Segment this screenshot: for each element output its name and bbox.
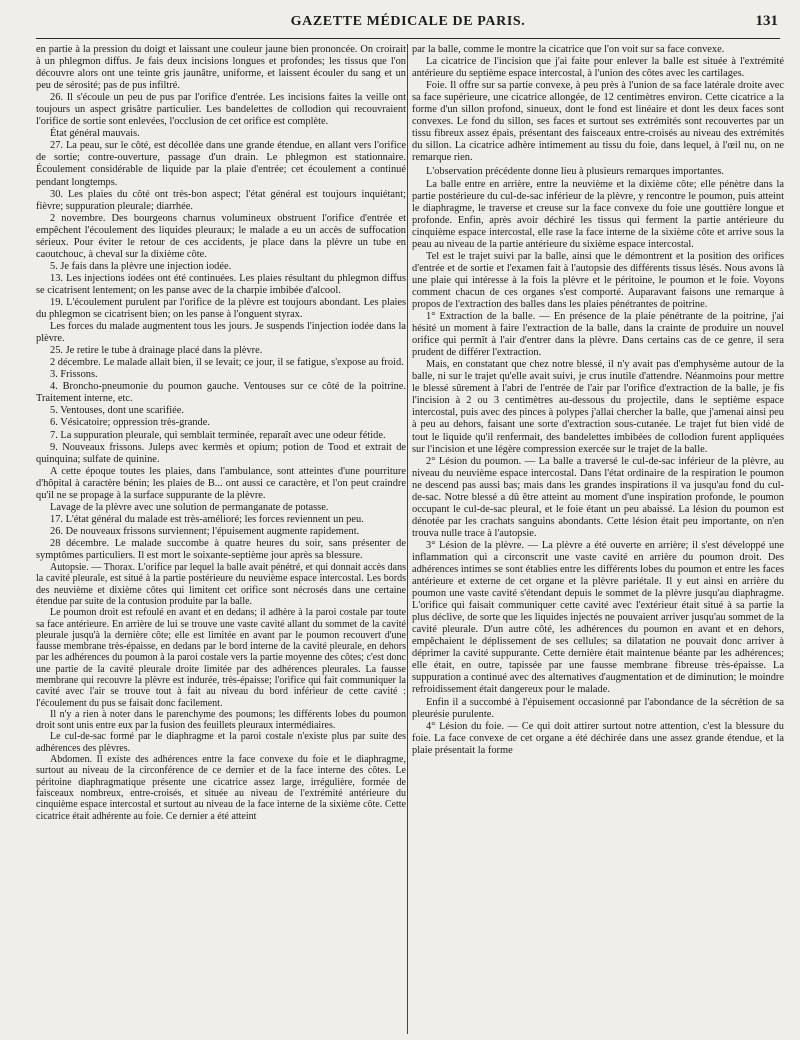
paragraph: État général mauvais.: [50, 128, 140, 140]
paragraph: Foie. Il offre sur sa partie convexe, à peu près à l'union de sa face latérale droite avec sa face supérieure, une cicatrice allongée, de 12 centimètres environ. Cette cicatrice a la forme d'un sillon profond, sinueux, dont le fond est linéaire et dont les deux faces sont convexes. Le fond du sillon, ses faces et surtout ses extrémités sont recouvertes par un tissu fibreux assez épais, présentant des faisceaux entre-croisés au niveau des extrémités du sillon. La cicatrice adhère intimement au tissu du foie, dans lequel, à l'œil nu, on ne remarque rien.: [412, 80, 784, 164]
page-header: [36, 8, 780, 39]
paragraph: 25. Je retire le tube à drainage placé dans la plèvre.: [50, 345, 263, 357]
paragraph: La balle entre en arrière, entre la neuvième et la dixième côte; elle pénètre dans la partie postérieure du cul-de-sac inférieur de la plèvre, y rencontre le poumon, puis atteint le diaphragme, le traverse et creuse sur la face convexe du foie une gouttière longue et profonde. Enfin, après avoir déchiré les tissus qui ferment la partie antérieure du cinquième espace intercostal, elle rase la face interne de la sixième côte et arrive sous la peau au niveau de la partie antérieure du sixième espace intercostal.: [412, 178, 784, 250]
paragraph: 26. De nouveaux frissons surviennent; l'épuisement augmente rapidement.: [50, 525, 360, 537]
paragraph: 19. L'écoulement purulent par l'orifice de la plèvre est toujours abondant. Les plaies du phlegmon se cicatrisent bien; on les panse à l'onguent styrax.: [36, 296, 406, 321]
paragraph: 4° Lésion du foie. — Ce qui doit attirer surtout notre attention, c'est la blessure du foie. La face convexe de cet organe a été déchirée dans une assez grande étendue, et la plaie présentait la forme: [412, 720, 784, 756]
running-title: GAZETTE MÉDICALE DE PARIS.: [290, 14, 526, 29]
paragraph: Le cul-de-sac formé par le diaphragme et la paroi costale n'existe plus par suite des adhérences des plèvres.: [36, 731, 406, 754]
paragraph: 3° Lésion de la plèvre. — La plèvre a été ouverte en arrière; il s'est développé une inflammation qui a circonscrit une vaste cavité en arrière du poumon droit. Des adhérences intimes se sont établies entre les différents lobes du poumon et entre les faces antérieure et externe de cet organe et la plèvre pariétale. Il y eut ainsi en arrière du poumon une vaste cavité s'étendant depuis le sommet de la plèvre jusqu'au diaphragme. L'orifice qui faisait communiquer cette cavité avec l'extérieur était situé à sa partie la plus déclive, de sorte que les liquides injectés ne pouvaient arriver jusqu'au sommet de la cavité pleurale. D'un autre côté, les adhérences du poumon en avant et en dehors, empêchaient le déplissement de ses cellules; sa dilatation ne pouvait donc arriver à déprimer la cavité suppurante. Cette dernière était maintenue béante par les adhérences; elle était, en outre, tapissée par une fausse membrane fibreuse très-épaisse. La suppuration a continué avec des alternatives d'augmentation et de diminution; le moindre refroidissement était dangereux pour le malade.: [412, 539, 784, 696]
paragraph: 2 décembre. Le malade allait bien, il se levait; ce jour, il se fatigue, s'expose au froid.: [50, 357, 404, 369]
column-divider: [407, 44, 408, 1034]
paragraph: 13. Les injections iodées ont été continuées. Les plaies résultant du phlegmon diffus se cicatrisent lentement; on les panse avec de la charpie imbibée d'alcool.: [36, 272, 406, 296]
paragraph: Le poumon droit est refoulé en avant et en dedans; il adhère à la paroi costale par toute sa face antérieure. En arrière de lui se trouve une vaste cavité allant du sommet de la cavité pleurale jusqu'à la dernière côte; elle est limitée en avant par le poumon recouvert d'une fausse membrane très-épaisse, en dedans par le bord interne de la cavité pleurale, en dehors par les adhérences du poumon à la paroi costale vers la partie moyenne des côtes; c'est donc une partie de la cavité pleurale droite limitée par des adhérences pleurales. La fausse membrane qui recouvre la plèvre est indurée, très-épaisse; l'orifice qui fait communiquer la cavité avec l'air se trouve tout à fait au niveau du bord inférieur de cette cavité : l'écoulement du pus se faisait donc facilement.: [36, 607, 406, 709]
paragraph: Mais, en constatant que chez notre blessé, il n'y avait pas d'emphysème autour de la balle, ni sur le trajet qu'elle avait suivi, je crus inutile d'attendre. Néanmoins pour mettre le blessé sûrement à l'abri de l'entrée de l'air par l'orifice d'extraction de la balle, je fis l'incision à 2 ou 3 centimètres au-dessous du projectile, dans le septième espace intercostal, puis avec des pinces à polypes j'allai chercher la balle, que j'amenai ainsi peu à peu au dehors, faisant une sorte d'extraction sous-cutanée. Le trajet fut bien vidé de tout le liquide qu'il renfermait, des bandelettes imbibées de collodion furent appliquées sur l'incision et une légère compression exercée sur le trajet de la balle.: [412, 359, 784, 455]
paragraph: 3. Frissons.: [50, 369, 98, 381]
paragraph: 2 novembre. Des bourgeons charnus volumineux obstruent l'orifice d'entrée et empêchent l'écoulement des liquides pleuraux; le malade a eu un accès de suffocation sérieux. Pour éviter le retour de ces accidents, je place dans la plèvre un tube en caoutchouc, à cheval sur la dixième côte.: [36, 212, 406, 260]
paragraph: 28 décembre. Le malade succombe à quatre heures du soir, sans présenter de symptômes particuliers. Il est mort le soixante-septième jour après sa blessure.: [36, 537, 406, 561]
paragraph: Enfin il a succombé à l'épuisement occasionné par l'abondance de la sécrétion de sa pleurésie purulente.: [412, 696, 784, 720]
paragraph: La cicatrice de l'incision que j'ai faite pour enlever la balle est située à l'extrémité antérieure du septième espace intercostal, à l'union des côtes avec les cartilages.: [412, 56, 784, 80]
paragraph: L'observation précédente donne lieu à plusieurs remarques importantes.: [426, 166, 724, 178]
paragraph: 17. L'état général du malade est très-amélioré; les forces reviennent un peu.: [50, 513, 364, 525]
paragraph: 7. La suppuration pleurale, qui semblait terminée, reparaît avec une odeur fétide.: [50, 429, 386, 441]
page-number: 131: [755, 13, 778, 29]
paragraph: 27. La peau, sur le côté, est décollée dans une grande étendue, en allant vers l'orifice de sortie; contre-ouverture, passage d'un drain. Le phlegmon est stationnaire. Écoulement considérable de liquide par la plaie d'entrée; cet écoulement a continué pendant longtemps.: [36, 140, 406, 188]
paragraph: Les forces du malade augmentent tous les jours. Je suspends l'injection iodée dans la plèvre.: [36, 321, 406, 345]
paragraph: 5. Je fais dans la plèvre une injection iodée.: [50, 260, 232, 272]
paragraph: Abdomen. Il existe des adhérences entre la face convexe du foie et le diaphragme, surtout au niveau de la circonférence de ce dernier et de la face interne des côtes. Le péritoine diaphragmatique présente une cicatrice assez large, irrégulière, formée de faisceaux nombreux, entre-croisés, et située au niveau de l'extrémité antérieure du cinquième espace intercostal et surtout au niveau de la face interne de la sixième côte. Cette cicatrice était adhérente au foie. Ce dernier a été atteint: [36, 754, 406, 822]
paragraph: Autopsie. — Thorax. L'orifice par lequel la balle avait pénétré, et qui donnait accès dans la cavité pleurale, est situé à la partie postérieure du neuvième espace intercostal. Les bords des neuvième et dixième côtes qui limitent cet orifice sont nécrosés dans une certaine étendue par suite de la contusion produite par la balle.: [36, 562, 406, 607]
right-column: [412, 44, 784, 1034]
paragraph: 6. Vésicatoire; oppression très-grande.: [50, 417, 210, 429]
paragraph: 2° Lésion du poumon. — La balle a traversé le cul-de-sac inférieur de la plèvre, au niveau du neuvième espace intercostal. Dans l'état ordinaire de la respiration le poumon ne descend pas aussi bas; mais dans les grandes inspirations il va jusqu'au fond du cul-de-sac. Notre blessé a dû être atteint au moment d'une inspiration profonde, le poumon occupant le cul-de-sac pleural, et le foie étant un peu abaissé. La lésion du poumon est dénotée par les crachats sanguins abondants. Cette lésion était peu importante, on n'en trouva nulle trace à l'autopsie.: [412, 455, 784, 539]
paragraph: 9. Nouveaux frissons. Juleps avec kermès et opium; potion de Tood et extrait de quinquina; sulfate de quinine.: [36, 441, 406, 465]
paragraph: 1° Extraction de la balle. — En présence de la plaie pénétrante de la poitrine, j'ai hésité un moment à faire l'extraction de la balle, dans la crainte de produire un nouvel orifice qui permît à l'air d'entrer dans la plèvre. Dans certains cas de ce genre, il sera prudent de différer l'extraction.: [412, 311, 784, 359]
paragraph: 4. Broncho-pneumonie du poumon gauche. Ventouses sur ce côté de la poitrine. Traitement interne, etc.: [36, 381, 406, 405]
paragraph: en partie à la pression du doigt et laissant une couleur jaune bien prononcée. On croirait à un phlegmon diffus. Je fais deux incisions longues et profondes; les tissus que l'on découvre alors ont une teinte gris jaunâtre, uniforme, et laissent écouler du sang et un peu de sérosité; pas de pus infiltré.: [36, 44, 406, 92]
paragraph: Tel est le trajet suivi par la balle, ainsi que le démontrent et la position des orifices d'entrée et de sortie et l'examen fait à l'autopsie des différents tissus lésés. Nous avons là une plaie qui intéresse à la fois la plèvre et le péritoine, le poumon et le foie. Voyons comment chacun de ces organes s'est comporté. Auparavant faisons une remarque à propos de l'extraction des balles dans les plaies pénétrantes de poitrine.: [412, 250, 784, 310]
paragraph: par la balle, comme le montre la cicatrice que l'on voit sur sa face convexe.: [412, 44, 725, 55]
paragraph: 26. Il s'écoule un peu de pus par l'orifice d'entrée. Les incisions faites la veille ont toujours un aspect grisâtre particulier. Les bandelettes de collodion qui recouvraient l'orifice de sortie sont enlevées, l'occlusion de cet orifice est complète.: [36, 92, 406, 128]
paragraph: Lavage de la plèvre avec une solution de permanganate de potasse.: [50, 501, 329, 513]
paragraph: A cette époque toutes les plaies, dans l'ambulance, sont atteintes d'une pourriture d'hôpital à caractère bénin; les plaies de B... ont aussi ce caractère, et l'on peut craindre qu'il ne se propage à la surface suppurante de la plèvre.: [36, 465, 406, 501]
paragraph: 5. Ventouses, dont une scarifiée.: [50, 405, 184, 417]
left-column: [36, 44, 406, 1034]
paragraph: Il n'y a rien à noter dans le parenchyme des poumons; les différents lobes du poumon droit sont unis entre eux par la fusion des feuillets pleuraux intermédiaires.: [36, 708, 406, 732]
paragraph: 30. Les plaies du côté ont très-bon aspect; l'état général est toujours inquiétant; fièvre; suppuration pleurale; diarrhée.: [36, 188, 406, 212]
